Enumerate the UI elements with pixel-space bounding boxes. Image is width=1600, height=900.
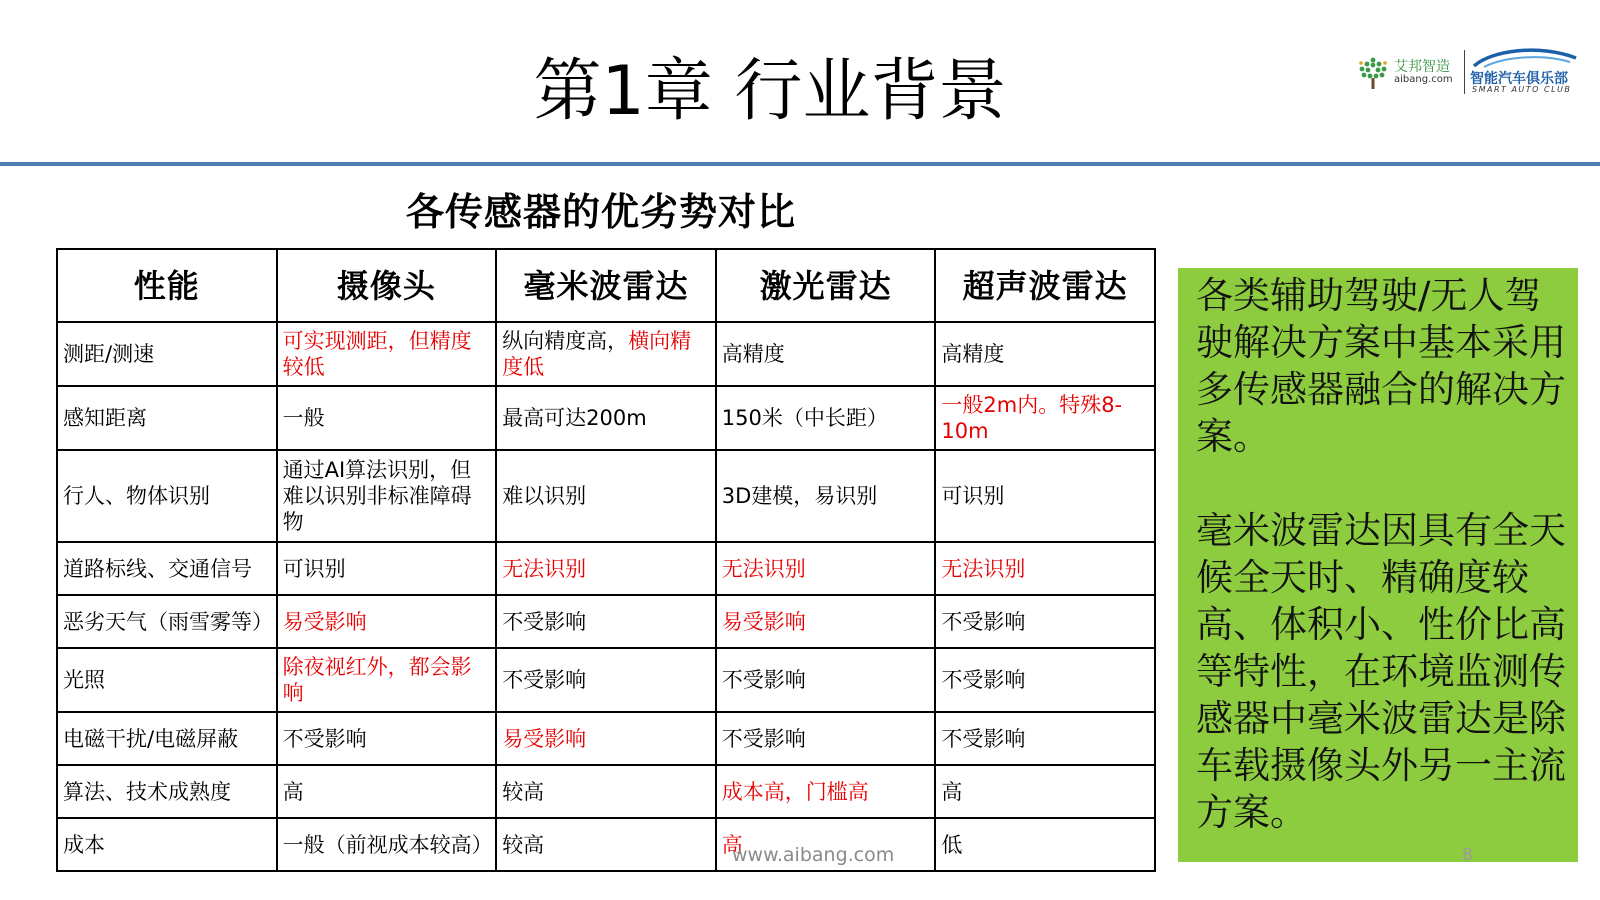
table-row	[57, 818, 1155, 871]
table-cell	[935, 450, 1155, 542]
table-cell	[935, 595, 1155, 648]
summary-paragraph: 各类辅助驾驶/无人驾驶解决方案中基本采用多传感器融合的解决方案。	[1196, 274, 1566, 458]
watermark-url: www.aibang.com	[732, 844, 895, 866]
row-metric-cell	[57, 818, 277, 871]
cell-text: 高	[941, 779, 963, 804]
row-metric-cell	[57, 450, 277, 542]
table-cell	[716, 386, 936, 450]
table-cell	[935, 818, 1155, 871]
table-cell	[935, 322, 1155, 386]
slide-title: 第1章 行业背景	[533, 52, 1007, 131]
cell-text: 可识别	[941, 484, 1005, 508]
table-cell	[716, 595, 936, 648]
sensor-comparison-table	[56, 248, 1156, 872]
row-metric-cell	[57, 765, 277, 818]
cell-text: 150米（中长距）	[721, 406, 888, 430]
cell-text: 难以识别	[502, 484, 587, 508]
aibang-logo	[1356, 56, 1456, 92]
table-cell	[716, 648, 936, 712]
table-cell	[496, 712, 716, 765]
cell-text: 3D建模，易识别	[721, 484, 878, 508]
row-metric-cell	[57, 542, 277, 595]
cell-text: 较高	[502, 832, 545, 857]
aibang-logo-url: aibang.com	[1394, 74, 1453, 85]
column-header-mmwave-radar: 毫米波雷达	[496, 249, 716, 322]
aibang-logo-text: 艾邦智造	[1394, 59, 1450, 75]
cell-text-highlight: 横向精度低	[502, 329, 692, 379]
table-cell	[277, 765, 497, 818]
column-header-ultrasonic-radar: 超声波雷达	[935, 249, 1155, 322]
table-cell	[277, 595, 497, 648]
cell-text: 最高可达200m	[502, 406, 647, 430]
table-cell	[716, 542, 936, 595]
table-cell	[496, 322, 716, 386]
cell-text: 不受影响	[721, 726, 806, 751]
table-cell	[935, 712, 1155, 765]
row-metric-label: 恶劣天气（雨雪雾等）	[63, 609, 273, 634]
cell-text-highlight: 高	[721, 832, 743, 857]
table-cell	[496, 818, 716, 871]
page-number: 8	[1462, 845, 1473, 865]
table-cell	[496, 542, 716, 595]
smart-auto-club-logo	[1470, 46, 1584, 96]
row-metric-label: 电磁干扰/电磁屏蔽	[63, 726, 239, 751]
table-row	[57, 648, 1155, 712]
table-cell	[716, 712, 936, 765]
cell-text-highlight: 无法识别	[721, 556, 806, 581]
table-cell	[935, 386, 1155, 450]
header-rule	[0, 162, 1600, 166]
car-swoosh-icon	[1470, 46, 1580, 70]
cell-text: 高精度	[941, 342, 1005, 366]
column-header-lidar: 激光雷达	[716, 249, 936, 322]
table-row	[57, 595, 1155, 648]
column-header-camera: 摄像头	[277, 249, 497, 322]
table-cell	[496, 595, 716, 648]
cell-text: 纵向精度高，	[502, 329, 629, 353]
table-title: 各传感器的优劣势对比	[406, 190, 797, 234]
table-cell	[716, 450, 936, 542]
row-metric-cell	[57, 386, 277, 450]
cell-text: 不受影响	[941, 726, 1026, 751]
table-row	[57, 712, 1155, 765]
table-row	[57, 542, 1155, 595]
table-cell	[277, 322, 497, 386]
cell-text: 不受影响	[282, 726, 367, 751]
cell-text: 高	[282, 779, 304, 804]
cell-text-highlight: 易受影响	[721, 609, 806, 634]
row-metric-cell	[57, 595, 277, 648]
cell-text-highlight: 无法识别	[502, 556, 587, 581]
table-row	[57, 450, 1155, 542]
row-metric-label: 测距/测速	[63, 342, 155, 366]
logo-divider	[1464, 50, 1465, 94]
row-metric-cell	[57, 712, 277, 765]
summary-paragraph: 毫米波雷达因具有全天候全天时、精确度较高、体积小、性价比高等特性，在环境监测传感器中毫米波雷达是除车载摄像头外另一主流方案。	[1196, 509, 1566, 834]
table-cell	[496, 386, 716, 450]
table-cell	[277, 818, 497, 871]
cell-text: 通过AI算法识别，但难以识别非标准障碍物	[282, 458, 472, 534]
cell-text-highlight: 除夜视红外，都会影响	[282, 655, 472, 705]
table-cell	[935, 648, 1155, 712]
table-cell	[496, 765, 716, 818]
row-metric-label: 行人、物体识别	[63, 484, 210, 508]
cell-text: 不受影响	[941, 609, 1026, 634]
tree-logo-icon	[1356, 56, 1390, 90]
table-cell	[277, 450, 497, 542]
cell-text: 不受影响	[721, 668, 806, 692]
cell-text-highlight: 可实现测距，但精度较低	[282, 329, 472, 379]
cell-text: 不受影响	[502, 609, 587, 634]
table-header-row	[57, 249, 1155, 322]
table-row	[57, 765, 1155, 818]
table-cell	[716, 765, 936, 818]
table-row	[57, 386, 1155, 450]
row-metric-label: 光照	[63, 668, 105, 692]
cell-text-highlight: 易受影响	[502, 726, 587, 751]
table-cell	[277, 648, 497, 712]
table-cell	[277, 386, 497, 450]
cell-text-highlight: 易受影响	[282, 609, 367, 634]
club-logo-subtitle: SMART AUTO CLUB	[1472, 85, 1572, 94]
table-cell	[716, 322, 936, 386]
table-row	[57, 322, 1155, 386]
cell-text: 一般（前视成本较高）	[282, 832, 493, 857]
table-cell	[935, 542, 1155, 595]
cell-text: 可识别	[282, 556, 346, 581]
table-cell	[277, 712, 497, 765]
cell-text: 低	[941, 832, 963, 857]
club-logo-text: 智能汽车俱乐部	[1470, 71, 1568, 87]
table-cell	[935, 765, 1155, 818]
summary-note-box	[1178, 268, 1578, 862]
cell-text: 高精度	[721, 342, 785, 366]
cell-text-highlight: 无法识别	[941, 556, 1026, 581]
cell-text: 一般	[282, 406, 325, 430]
cell-text-highlight: 成本高，门槛高	[721, 779, 869, 804]
row-metric-label: 算法、技术成熟度	[63, 779, 231, 804]
cell-text: 不受影响	[502, 668, 587, 692]
table-cell	[496, 450, 716, 542]
cell-text-highlight: 一般2m内。特殊8-10m	[941, 393, 1123, 443]
row-metric-label: 成本	[63, 832, 105, 857]
table-cell	[277, 542, 497, 595]
row-metric-cell	[57, 322, 277, 386]
cell-text: 较高	[502, 779, 545, 804]
row-metric-label: 感知距离	[63, 406, 147, 430]
row-metric-label: 道路标线、交通信号	[63, 556, 252, 581]
logo-area	[1356, 46, 1584, 96]
table-cell	[496, 648, 716, 712]
row-metric-cell	[57, 648, 277, 712]
column-header-metric: 性能	[57, 249, 277, 322]
cell-text: 不受影响	[941, 668, 1026, 692]
